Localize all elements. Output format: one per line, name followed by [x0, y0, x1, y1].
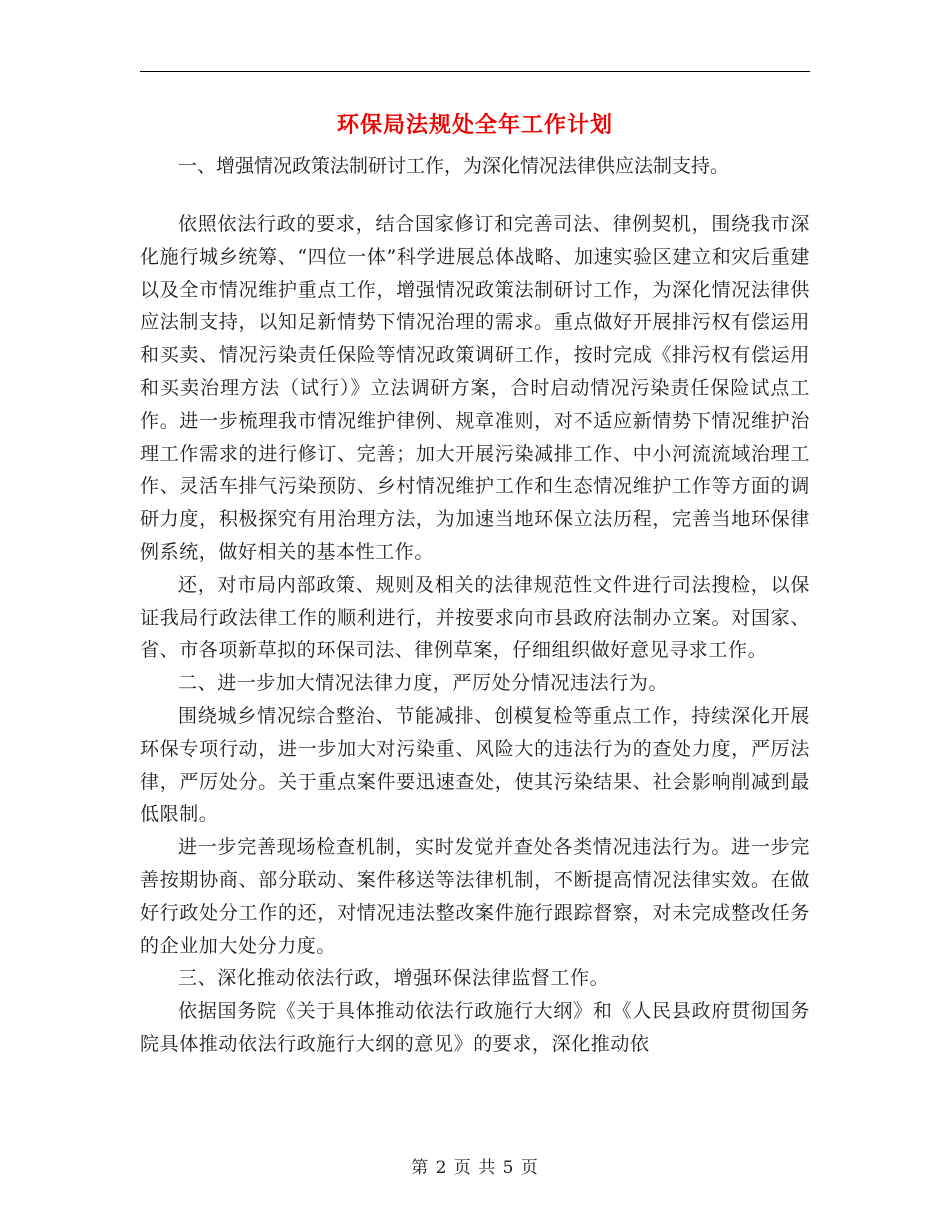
paragraph: 还，对市局内部政策、规则及相关的法律规范性文件进行司法搜检，以保证我局行政法律工作的顺利进行，并按要求向市县政府法制办立案。对国家、省、市各项新草拟的环保司法、律例草案，仔细组织做好意见寻求工作。 [140, 573, 810, 662]
paragraph: 进一步完善现场检查机制，实时发觉并查处各类情况违法行为。进一步完善按期协商、部分联动、案件移送等法律机制，不断提高情况法律实效。在做好行政处分工作的还，对情况违法整改案件施行跟踪督察，对未完成整改任务的企业加大处分力度。 [140, 836, 810, 957]
document-title: 环保局法规处全年工作计划 [336, 112, 613, 138]
paragraph: 依照依法行政的要求，结合国家修订和完善司法、律例契机，围绕我市深化施行城乡统筹、“四位一体”科学进展总体战略、加速实验区建立和灾后重建以及全市情况维护重点工作，增强情况政策法制研讨工作，为深化情况法律供应法制支持，以知足新情势下情况治理的需求。重点做好开展排污权有偿运用和买卖、情况污染责任保险等情况政策调研工作，按时完成《排污权有偿运用和买卖治理方法（试行）》立法调研方案，合时启动情况污染责任保险试点工作。进一步梳理我市情况维护律例、规章准则，对不适应新情势下情况维护治理工作需求的进行修订、完善；加大开展污染减排工作、中小河流流域治理工作、灵活车排气污染预防、乡村情况维护工作和生态情况维护工作等方面的调研力度，积极探究有用治理方法，为加速当地环保立法历程，完善当地环保律例系统，做好相关的基本性工作。 [140, 213, 810, 563]
paragraph: 依据国务院《关于具体推动依法行政施行大纲》和《人民县政府贯彻国务院具体推动依法行政施行大纲的意见》的要求，深化推动依 [140, 1000, 810, 1055]
section-heading-1: 一、增强情况政策法制研讨工作，为深化情况法律供应法制支持。 [178, 155, 730, 177]
section-heading-3: 三、深化推动依法行政，增强环保法律监督工作。 [178, 967, 610, 990]
section-heading-2: 二、进一步加大情况法律力度，严厉处分情况违法行为。 [178, 672, 669, 695]
page-number-footer: 第 2 页 共 5 页 [411, 1158, 539, 1178]
header-rule [140, 71, 810, 72]
document-body [140, 208, 810, 1061]
paragraph: 围绕城乡情况综合整治、节能减排、创模复检等重点工作，持续深化开展环保专项行动，进一步加大对污染重、风险大的违法行为的查处力度，严厉法律，严厉处分。关于重点案件要迅速查处，使其污染结果、社会影响削减到最低限制。 [140, 704, 810, 826]
